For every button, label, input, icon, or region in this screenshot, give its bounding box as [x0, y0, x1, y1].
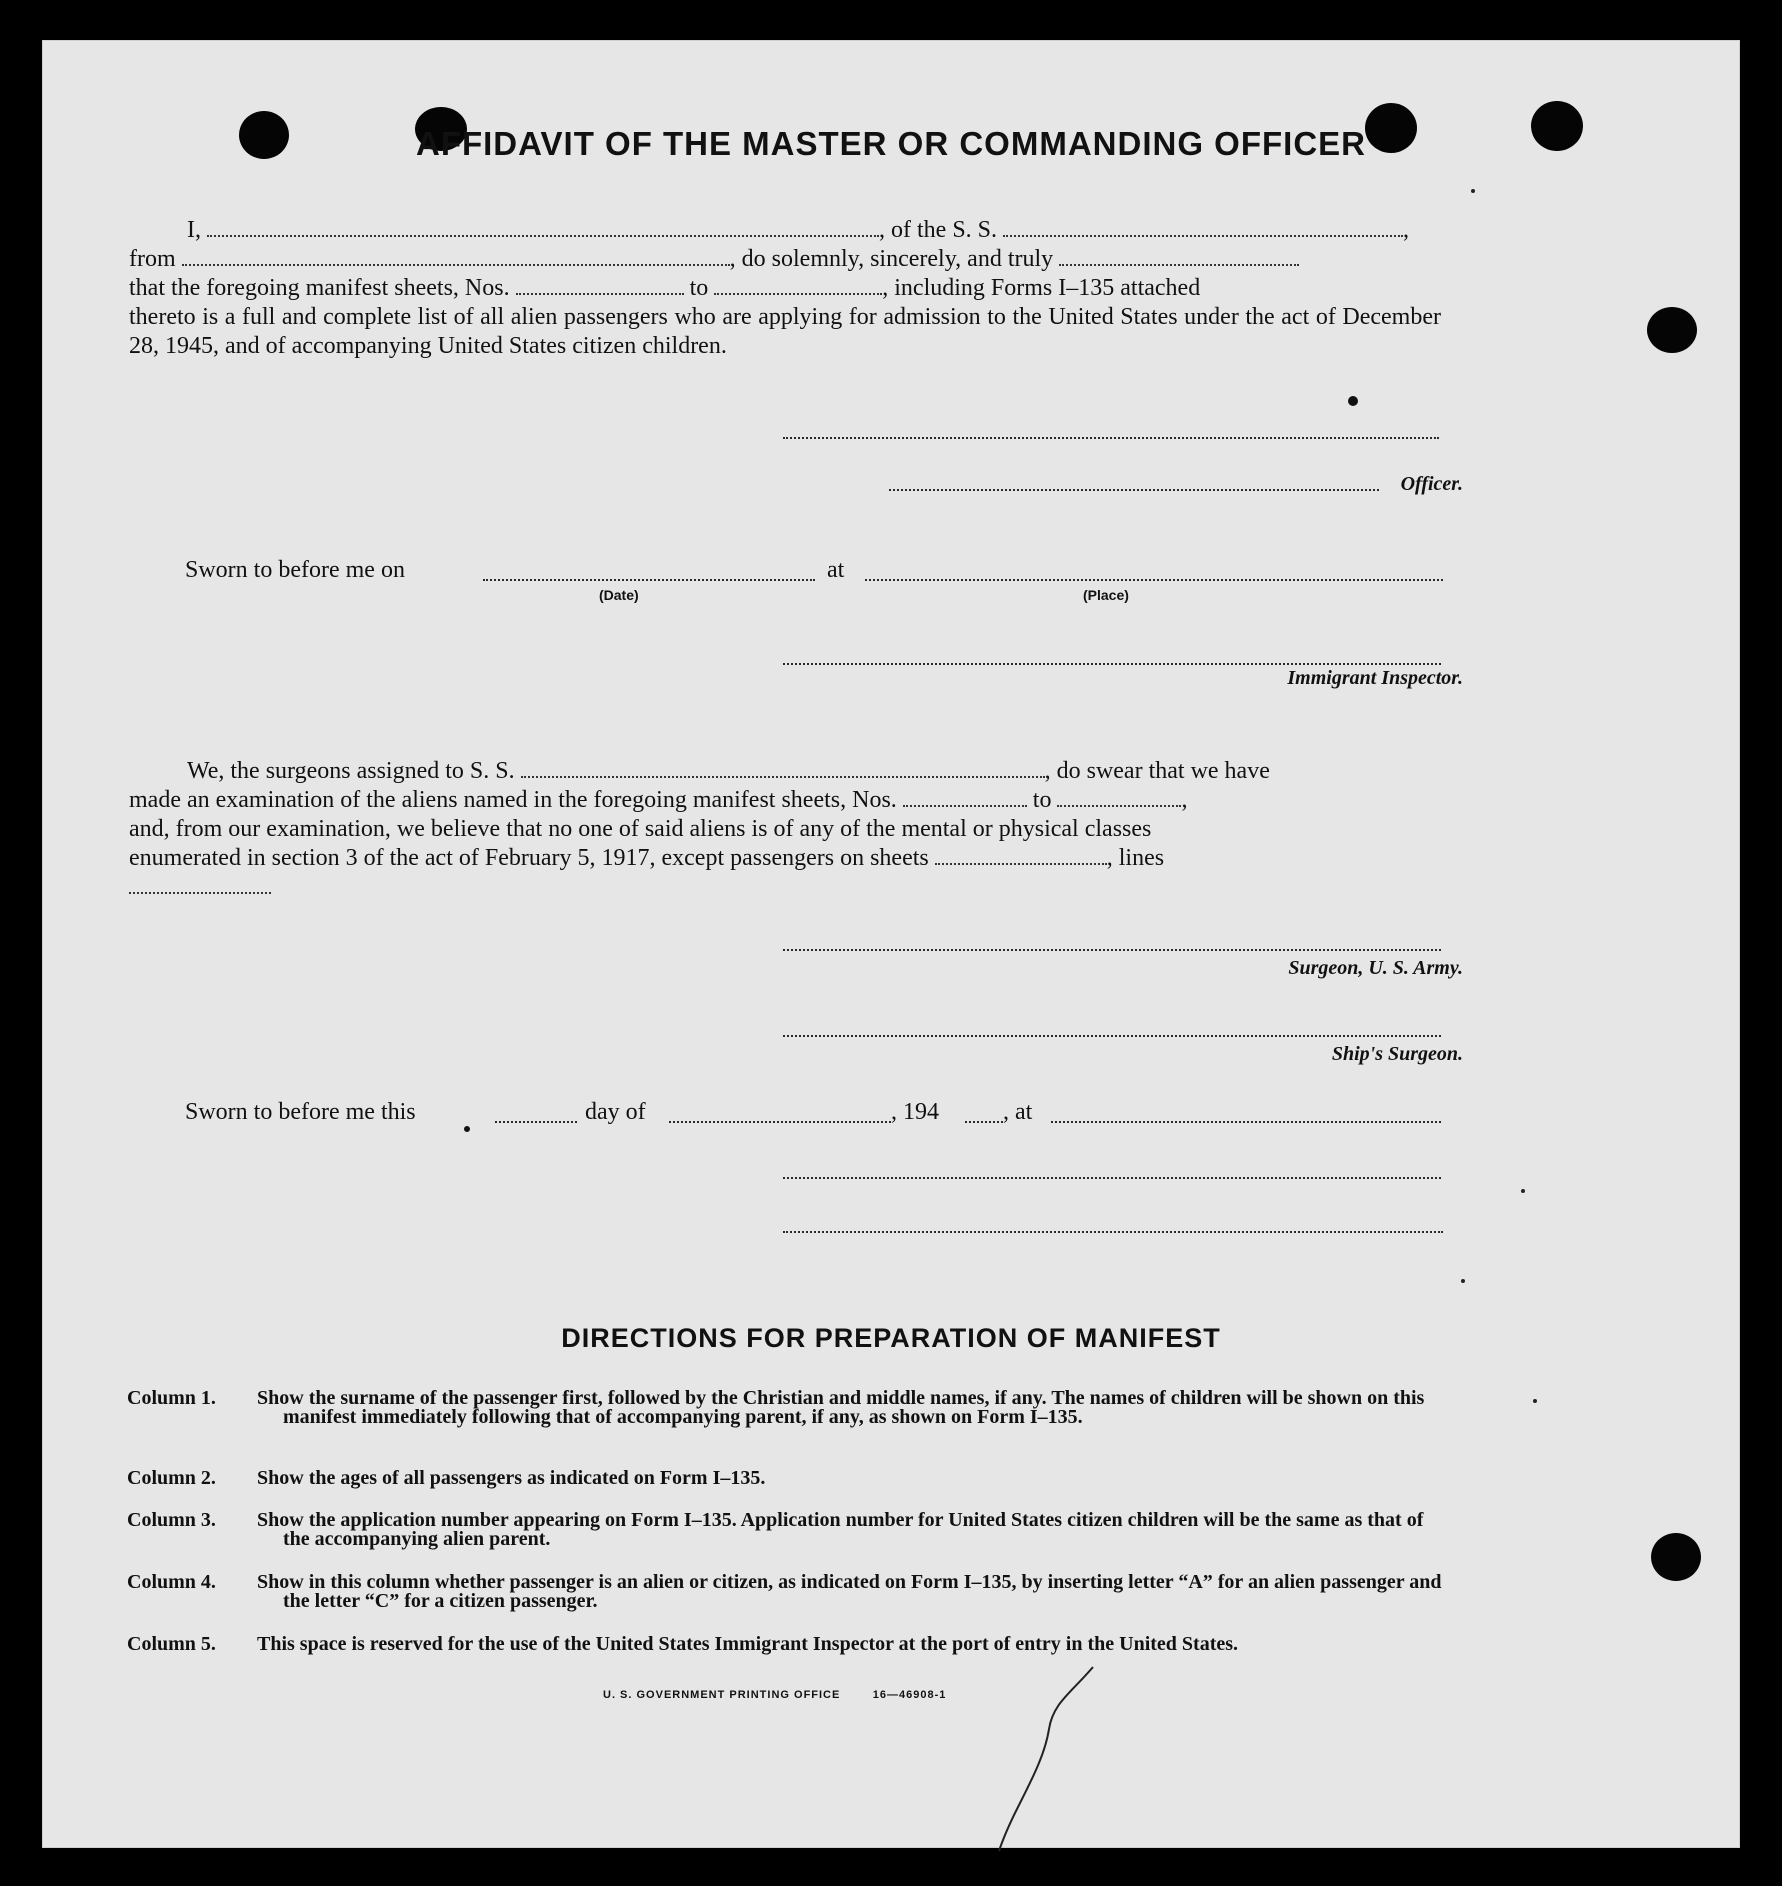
- comma: ,: [1181, 787, 1188, 813]
- column-label: Column 1.: [127, 1387, 216, 1409]
- sworn-this-text: Sworn to before me this: [185, 1099, 416, 1125]
- column-label: Column 5.: [127, 1633, 216, 1655]
- date-caption: (Date): [599, 587, 639, 603]
- text-enumerated: enumerated in section 3 of the act of February 5, 1917, except passengers on sheets: [129, 845, 929, 871]
- inspector-label: Immigrant Inspector.: [1287, 667, 1463, 689]
- text-of-ss: , of the S. S.: [879, 217, 998, 243]
- text-manifest-nos: that the foregoing manifest sheets, Nos.: [129, 275, 510, 301]
- text-from: from: [129, 246, 176, 272]
- text-solemnly: , do solemnly, sincerely, and truly: [729, 246, 1054, 272]
- text-to: to: [689, 275, 709, 301]
- column-text: Show the application number appearing on Form I–135. Application number for United States citizen children will be the same as that of the accompanying alien parent.: [257, 1509, 1424, 1550]
- text-surgeons: We, the surgeons assigned to S. S.: [187, 758, 515, 784]
- at-text-2: , at: [1003, 1099, 1033, 1125]
- text-do-swear: , do swear that we have: [1044, 758, 1270, 784]
- text-i: I,: [187, 217, 201, 243]
- text-to-2: to: [1032, 787, 1052, 813]
- column-text: Show the surname of the passenger first, followed by the Christian and middle names, if any. The names of children will be shown on this manifest immediately following that of accompanying parent, if any, as shown on Form I–135.: [257, 1387, 1425, 1428]
- officer-label: Officer.: [1400, 473, 1463, 495]
- army-surgeon-label: Surgeon, U. S. Army.: [1288, 957, 1463, 979]
- paper-specks: [43, 41, 1739, 1847]
- at-text: at: [827, 557, 845, 583]
- year-prefix-text: , 194: [891, 1099, 939, 1125]
- printer-name: U. S. GOVERNMENT PRINTING OFFICE: [603, 1689, 841, 1701]
- text-examination: made an examination of the aliens named in the foregoing manifest sheets, Nos.: [129, 787, 897, 813]
- column-label: Column 3.: [127, 1509, 216, 1531]
- sworn-on-text: Sworn to before me on: [185, 557, 405, 583]
- column-text: Show in this column whether passenger is an alien or citizen, as indicated on Form I–135, by inserting letter “A” for an alien passenger and the letter “C” for a citizen passenger.: [257, 1571, 1442, 1612]
- column-label: Column 2.: [127, 1467, 216, 1489]
- day-of-text: day of: [585, 1099, 646, 1125]
- affidavit-title: AFFIDAVIT OF THE MASTER OR COMMANDING OFFICER: [415, 125, 1366, 162]
- directions-title: DIRECTIONS FOR PREPARATION OF MANIFEST: [561, 1323, 1221, 1353]
- text-believe: and, from our examination, we believe that no one of said aliens is of any of the mental or physical classes: [129, 816, 1152, 842]
- comma: ,: [1403, 217, 1410, 243]
- ship-surgeon-label: Ship's Surgeon.: [1331, 1043, 1463, 1065]
- text-including: , including Forms I–135 attached: [882, 275, 1201, 301]
- column-text: This space is reserved for the use of the United States Immigrant Inspector at the port of entry in the United States.: [257, 1633, 1239, 1655]
- form-code: 16—46908-1: [872, 1689, 947, 1701]
- column-label: Column 4.: [127, 1571, 216, 1593]
- place-caption: (Place): [1083, 587, 1129, 603]
- form-page: [42, 40, 1740, 1848]
- column-text: Show the ages of all passengers as indicated on Form I–135.: [257, 1467, 766, 1489]
- text-lines: , lines: [1106, 845, 1165, 871]
- text-thereto: thereto is a full and complete list of all alien passengers who are applying for admission to the United States under the act of December 28, 1945, and of accompanying United States citizen children.: [129, 304, 1441, 359]
